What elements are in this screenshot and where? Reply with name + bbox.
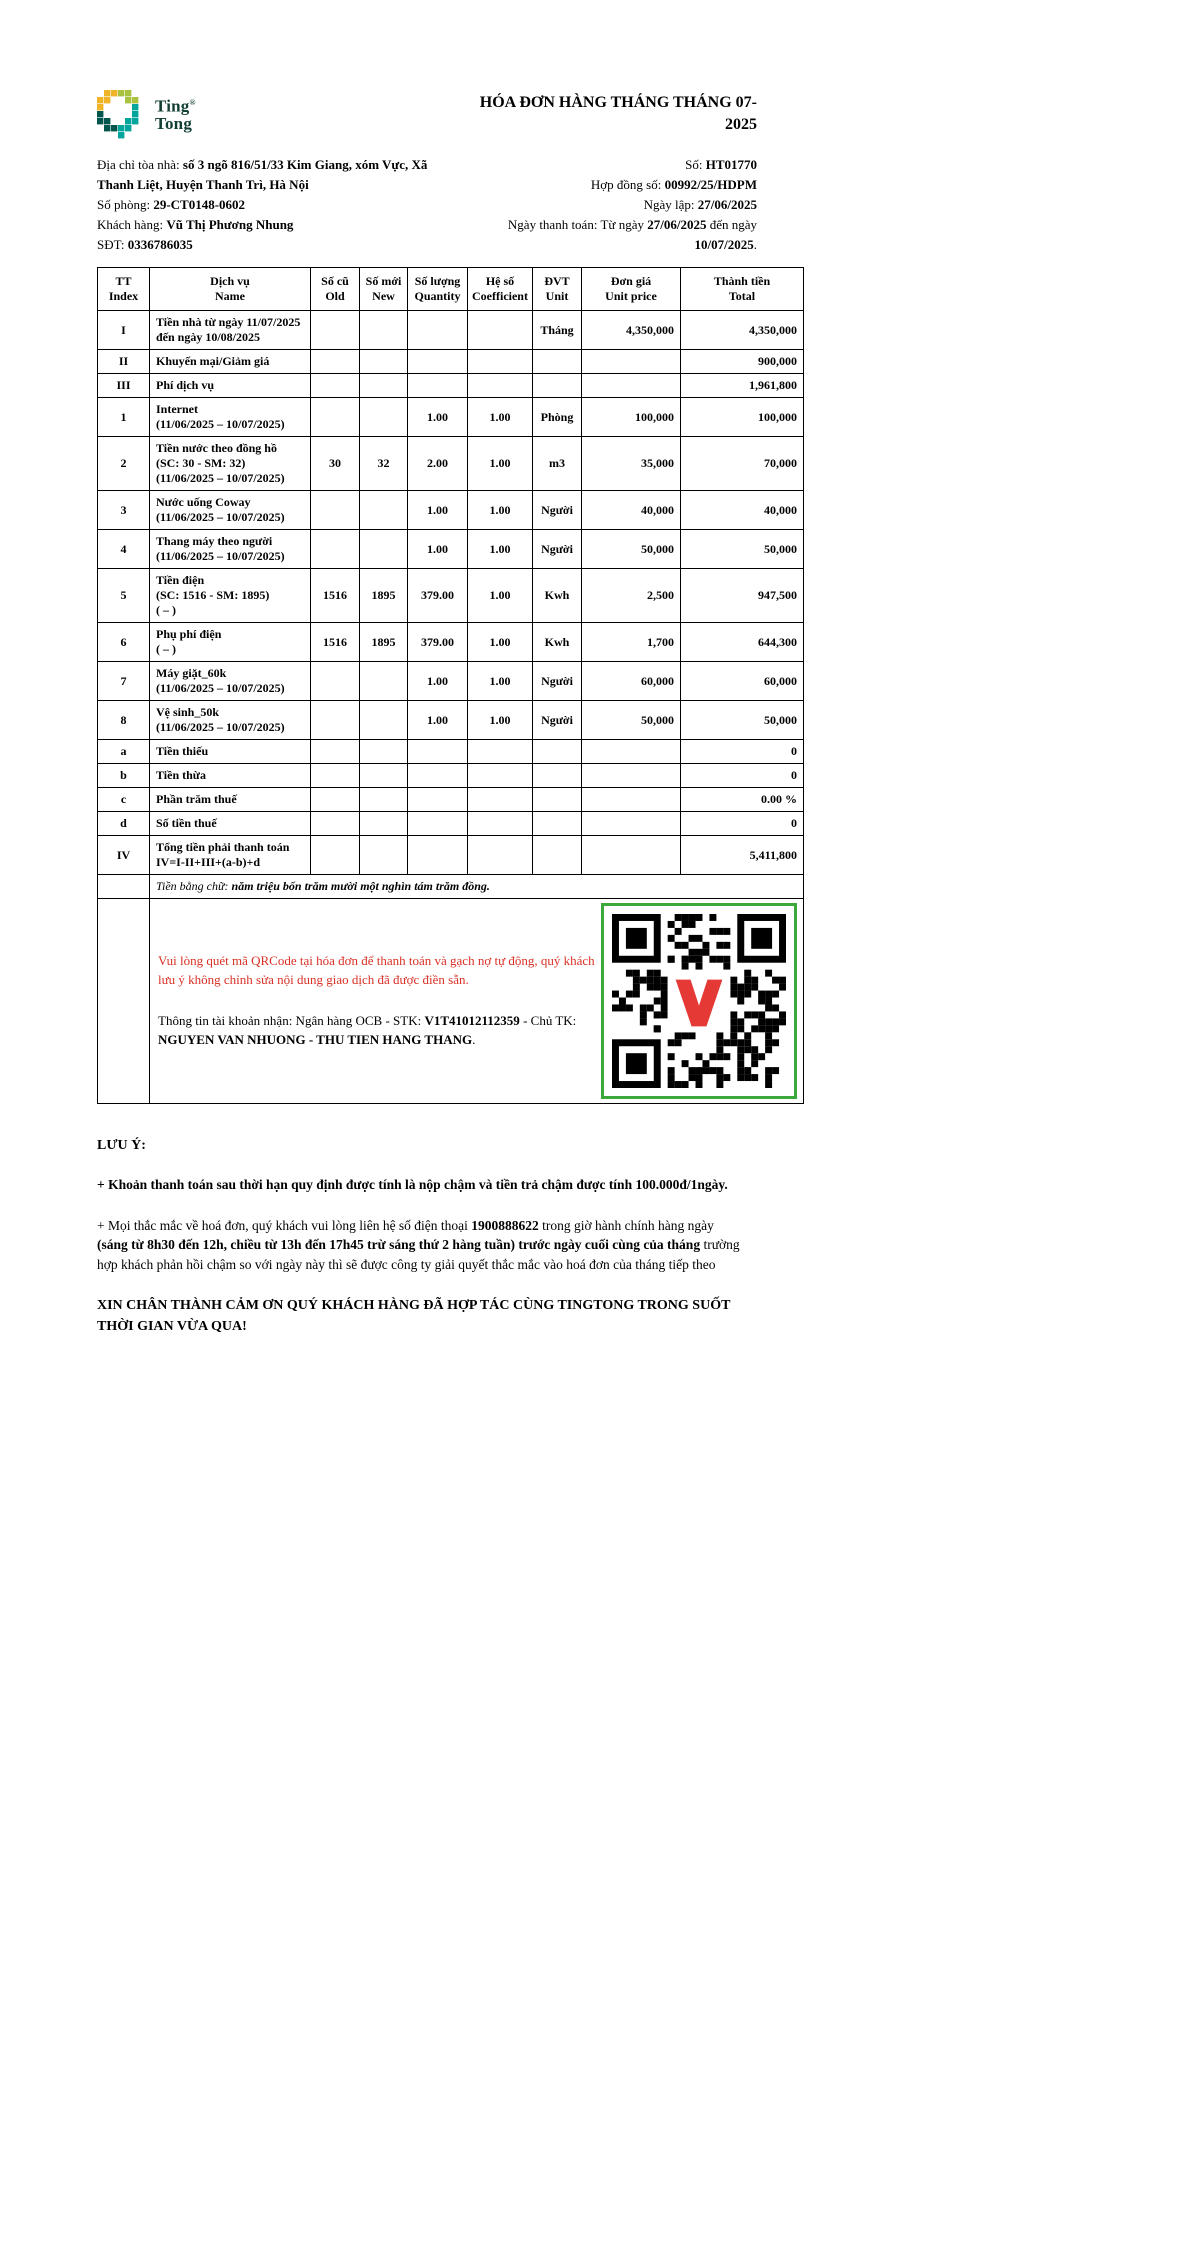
table-row: [98, 311, 804, 350]
payment-period: [457, 215, 757, 255]
table-row: [98, 701, 804, 740]
cell-service-name: Tiền nhà từ ngày 11/07/2025 đến ngày 10/08/2025: [150, 311, 311, 350]
text-segment: trong giờ hành chính hàng ngày: [538, 1217, 714, 1233]
cell-unit-price: [582, 374, 681, 398]
text-segment: - Chủ TK:: [519, 1013, 577, 1028]
invoice-table: [97, 267, 804, 1104]
cell-coefficient: [468, 836, 533, 875]
table-row: [98, 350, 804, 374]
cell-new-reading: 1895: [360, 569, 408, 623]
cell-unit-price: 50,000: [582, 701, 681, 740]
table-row: [98, 623, 804, 662]
table-row: [98, 836, 804, 875]
cell-new-reading: [360, 398, 408, 437]
cell-total: 50,000: [681, 701, 804, 740]
cell-unit-price: [582, 788, 681, 812]
cell-quantity: [408, 812, 468, 836]
column-header: Thành tiền Total: [681, 268, 804, 311]
cell-new-reading: 32: [360, 437, 408, 491]
cell-coefficient: [468, 740, 533, 764]
cell-empty: [98, 875, 150, 899]
cell-old-reading: [311, 788, 360, 812]
cell-coefficient: 1.00: [468, 701, 533, 740]
text-segment: .: [472, 1031, 476, 1047]
cell-index: 3: [98, 491, 150, 530]
cell-unit: Người: [533, 662, 582, 701]
cell-old-reading: [311, 764, 360, 788]
cell-index: 1: [98, 398, 150, 437]
cell-unit: [533, 812, 582, 836]
cell-total: 0: [681, 764, 804, 788]
cell-service-name: Khuyến mại/Giảm giá: [150, 350, 311, 374]
cell-new-reading: [360, 701, 408, 740]
text-segment: số 3 ngõ 816/51/33 Kim Giang, xóm Vực, Xã Thanh Liệt, Huyện Thanh Trì, Hà Nội: [97, 157, 428, 192]
cell-total: 40,000: [681, 491, 804, 530]
header: [97, 90, 803, 141]
table-row: [98, 374, 804, 398]
cell-coefficient: [468, 812, 533, 836]
cell-index: a: [98, 740, 150, 764]
contract-number: [457, 175, 757, 195]
cell-quantity: 1.00: [408, 662, 468, 701]
cell-new-reading: [360, 788, 408, 812]
building-address: [97, 155, 457, 195]
cell-new-reading: [360, 311, 408, 350]
notes-section: [97, 1138, 747, 1337]
text-segment: đến ngày: [706, 217, 757, 232]
cell-old-reading: 1516: [311, 623, 360, 662]
cell-service-name: Phụ phí điện ( – ): [150, 623, 311, 662]
cell-coefficient: 1.00: [468, 569, 533, 623]
table-row: [98, 491, 804, 530]
cell-coefficient: [468, 374, 533, 398]
text-segment: XIN CHÂN THÀNH CẢM ƠN QUÝ KHÁCH HÀNG ĐÃ HỢP TÁC CÙNG TINGTONG TRONG SUỐT THỜI GIAN VỪA QUA!: [97, 1298, 731, 1335]
cell-service-name: Tiền thừa: [150, 764, 311, 788]
cell-index: I: [98, 311, 150, 350]
cell-coefficient: 1.00: [468, 437, 533, 491]
cell-quantity: [408, 836, 468, 875]
cell-unit-price: 60,000: [582, 662, 681, 701]
cell-total: 100,000: [681, 398, 804, 437]
registered-mark: ®: [189, 98, 196, 107]
cell-unit: [533, 740, 582, 764]
cell-total: 947,500: [681, 569, 804, 623]
cell-coefficient: 1.00: [468, 398, 533, 437]
cell-unit: Phòng: [533, 398, 582, 437]
cell-unit: Người: [533, 491, 582, 530]
customer-phone: [97, 235, 457, 255]
cell-unit: Người: [533, 530, 582, 569]
cell-index: 4: [98, 530, 150, 569]
text-segment: 27/06/2025: [647, 217, 707, 232]
text-segment: NGUYEN VAN NHUONG - THU TIEN HANG THANG: [158, 1031, 473, 1047]
cell-quantity: [408, 764, 468, 788]
info-right-column: [457, 155, 803, 255]
cell-quantity: 2.00: [408, 437, 468, 491]
text-segment: + Mọi thắc mắc về hoá đơn, quý khách vui lòng liên hệ số điện thoại: [97, 1217, 472, 1233]
table-row: [98, 662, 804, 701]
note-late-payment: [97, 1175, 747, 1195]
cell-unit-price: [582, 836, 681, 875]
cell-new-reading: [360, 530, 408, 569]
cell-quantity: [408, 374, 468, 398]
cell-unit-price: [582, 812, 681, 836]
cell-unit: Tháng: [533, 311, 582, 350]
column-header: Số cũ Old: [311, 268, 360, 311]
column-header: Dịch vụ Name: [150, 268, 311, 311]
cell-new-reading: [360, 374, 408, 398]
cell-old-reading: [311, 374, 360, 398]
text-segment: Khách hàng:: [97, 217, 167, 232]
column-header: TT Index: [98, 268, 150, 311]
text-segment: SĐT:: [97, 237, 128, 252]
text-segment: (sáng từ 8h30 đến 12h, chiều từ 13h đến 17h45 trừ sáng thứ 2 hàng tuần): [97, 1237, 515, 1253]
table-row: [98, 764, 804, 788]
text-segment: V1T41012112359: [424, 1013, 520, 1028]
brand-name-line2: Tong: [155, 113, 193, 133]
text-segment: Vũ Thị Phương Nhung: [166, 217, 294, 232]
cell-unit-price: 2,500: [582, 569, 681, 623]
cell-coefficient: 1.00: [468, 623, 533, 662]
cell-old-reading: [311, 662, 360, 701]
payment-cell: [150, 899, 804, 1104]
table-row: [98, 812, 804, 836]
text-segment: Thông tin tài khoản nhận: Ngân hàng OCB - STK:: [158, 1013, 425, 1028]
text-segment: .: [753, 237, 757, 252]
cell-coefficient: 1.00: [468, 530, 533, 569]
cell-total: 5,411,800: [681, 836, 804, 875]
cell-unit-price: 40,000: [582, 491, 681, 530]
cell-service-name: Phí dịch vụ: [150, 374, 311, 398]
text-segment: Địa chỉ tòa nhà:: [97, 157, 183, 172]
text-segment: trường hợp khách phản hồi chậm so với ngày này thì sẽ được công ty giải quyết thắc mắc vào hoá đơn của tháng tiếp theo: [97, 1237, 740, 1272]
cell-coefficient: [468, 350, 533, 374]
cell-service-name: Phần trăm thuế: [150, 788, 311, 812]
cell-old-reading: [311, 350, 360, 374]
qr-code-image: [612, 914, 786, 1088]
cell-coefficient: 1.00: [468, 491, 533, 530]
cell-service-name: Máy giặt_60k (11/06/2025 – 10/07/2025): [150, 662, 311, 701]
cell-old-reading: [311, 311, 360, 350]
cell-unit: [533, 788, 582, 812]
cell-coefficient: [468, 311, 533, 350]
table-row: [98, 530, 804, 569]
cell-unit-price: 4,350,000: [582, 311, 681, 350]
cell-total: 0.00 %: [681, 788, 804, 812]
brand-logo: [97, 90, 196, 141]
cell-quantity: 379.00: [408, 569, 468, 623]
invoice-number: [457, 155, 757, 175]
cell-service-name: Tiền điện (SC: 1516 - SM: 1895) ( – ): [150, 569, 311, 623]
cell-new-reading: [360, 812, 408, 836]
text-segment: 1900888622: [471, 1217, 539, 1233]
text-segment: + Khoản thanh toán sau thời hạn quy định được tính là nộp chậm và tiền trả chậm được tính 100.000đ/1ngày.: [97, 1177, 728, 1192]
cell-coefficient: [468, 788, 533, 812]
cell-index: II: [98, 350, 150, 374]
cell-index: b: [98, 764, 150, 788]
cell-quantity: [408, 350, 468, 374]
cell-unit: [533, 764, 582, 788]
cell-unit-price: 35,000: [582, 437, 681, 491]
cell-index: 7: [98, 662, 150, 701]
cell-quantity: 1.00: [408, 398, 468, 437]
cell-total: 50,000: [681, 530, 804, 569]
cell-old-reading: [311, 836, 360, 875]
cell-index: d: [98, 812, 150, 836]
amount-in-words-value: năm triệu bốn trăm mười một nghìn tám trăm đồng.: [231, 879, 490, 893]
notes-title: LƯU Ý:: [97, 1138, 146, 1153]
cell-old-reading: [311, 812, 360, 836]
cell-new-reading: [360, 662, 408, 701]
cell-unit: Người: [533, 701, 582, 740]
cell-total: 1,961,800: [681, 374, 804, 398]
cell-unit: [533, 350, 582, 374]
brand-word-ting: Ting: [155, 96, 190, 116]
info-left-column: [97, 155, 457, 255]
cell-old-reading: [311, 701, 360, 740]
cell-new-reading: 1895: [360, 623, 408, 662]
cell-quantity: 1.00: [408, 530, 468, 569]
cell-total: 0: [681, 812, 804, 836]
cell-service-name: Số tiền thuế: [150, 812, 311, 836]
text-segment: 0336786035: [127, 237, 193, 252]
cell-index: c: [98, 788, 150, 812]
payment-text-block: [156, 952, 596, 1049]
brand-name-line1: [155, 94, 196, 115]
note-contact-support: [97, 1216, 747, 1275]
cell-unit: m3: [533, 437, 582, 491]
text-segment: trước ngày cuối cùng của tháng: [514, 1237, 701, 1253]
cell-total: 60,000: [681, 662, 804, 701]
note-thank-you: [97, 1295, 747, 1337]
text-segment: Ngày lập:: [643, 197, 698, 212]
text-segment: 27/06/2025: [697, 197, 757, 212]
cell-service-name: Internet (11/06/2025 – 10/07/2025): [150, 398, 311, 437]
cell-coefficient: [468, 764, 533, 788]
amount-in-words-row: [98, 875, 804, 899]
column-header: Số lượng Quantity: [408, 268, 468, 311]
invoice-content: [97, 0, 803, 1337]
cell-total: 4,350,000: [681, 311, 804, 350]
cell-index: III: [98, 374, 150, 398]
cell-old-reading: 1516: [311, 569, 360, 623]
cell-unit: Kwh: [533, 623, 582, 662]
column-header: ĐVT Unit: [533, 268, 582, 311]
cell-unit-price: 50,000: [582, 530, 681, 569]
brand-name: [155, 94, 196, 132]
cell-old-reading: [311, 398, 360, 437]
cell-unit-price: [582, 740, 681, 764]
cell-service-name: Thang máy theo người (11/06/2025 – 10/07/2025): [150, 530, 311, 569]
cell-unit: Kwh: [533, 569, 582, 623]
cell-unit-price: 1,700: [582, 623, 681, 662]
cell-new-reading: [360, 350, 408, 374]
table-header-row: [98, 268, 804, 311]
table-row: [98, 788, 804, 812]
column-header: Hệ số Coefficient: [468, 268, 533, 311]
table-row: [98, 740, 804, 764]
cell-old-reading: 30: [311, 437, 360, 491]
payment-row: [98, 899, 804, 1104]
cell-index: 5: [98, 569, 150, 623]
cell-service-name: Vệ sinh_50k (11/06/2025 – 10/07/2025): [150, 701, 311, 740]
cell-service-name: Tiền nước theo đồng hồ (SC: 30 - SM: 32) (11/06/2025 – 10/07/2025): [150, 437, 311, 491]
cell-total: 0: [681, 740, 804, 764]
invoice-info: [97, 155, 803, 255]
table-row: [98, 569, 804, 623]
cell-new-reading: [360, 836, 408, 875]
invoice-table-body: [98, 311, 804, 875]
cell-total: 644,300: [681, 623, 804, 662]
cell-quantity: [408, 311, 468, 350]
qr-instruction-note: Vui lòng quét mã QRCode tại hóa đơn để thanh toán và gạch nợ tự động, quý khách lưu ý không chỉnh sửa nội dung giao dịch đã được điền sẵn.: [158, 953, 595, 988]
tingtong-logo-icon: [97, 90, 146, 141]
cell-empty: [98, 899, 150, 1104]
text-segment: HT01770: [705, 157, 757, 172]
cell-unit-price: [582, 764, 681, 788]
text-segment: Số phòng:: [97, 197, 154, 212]
cell-unit-price: 100,000: [582, 398, 681, 437]
cell-quantity: 1.00: [408, 491, 468, 530]
text-segment: Ngày thanh toán: Từ ngày: [507, 217, 648, 232]
payment-layout: [156, 903, 797, 1099]
account-info: [158, 1012, 596, 1050]
cell-new-reading: [360, 491, 408, 530]
invoice-title: HÓA ĐƠN HÀNG THÁNG THÁNG 07-2025: [479, 94, 757, 133]
column-header: Đơn giá Unit price: [582, 268, 681, 311]
cell-total: 70,000: [681, 437, 804, 491]
qr-code: [601, 903, 797, 1099]
amount-in-words-label: Tiền bằng chữ:: [156, 879, 232, 893]
cell-quantity: [408, 740, 468, 764]
cell-unit: [533, 374, 582, 398]
table-row: [98, 437, 804, 491]
cell-quantity: 1.00: [408, 701, 468, 740]
amount-in-words-cell: [150, 875, 804, 899]
column-header: Số mới New: [360, 268, 408, 311]
cell-total: 900,000: [681, 350, 804, 374]
cell-quantity: 379.00: [408, 623, 468, 662]
text-segment: Hợp đồng số:: [590, 177, 665, 192]
cell-service-name: Nước uống Coway (11/06/2025 – 10/07/2025): [150, 491, 311, 530]
cell-index: 8: [98, 701, 150, 740]
cell-new-reading: [360, 740, 408, 764]
cell-unit: [533, 836, 582, 875]
cell-coefficient: 1.00: [468, 662, 533, 701]
cell-old-reading: [311, 530, 360, 569]
text-segment: Số:: [685, 157, 706, 172]
cell-new-reading: [360, 764, 408, 788]
cell-service-name: Tổng tiền phải thanh toán IV=I-II+III+(a-b)+d: [150, 836, 311, 875]
cell-quantity: [408, 788, 468, 812]
cell-index: 6: [98, 623, 150, 662]
cell-index: IV: [98, 836, 150, 875]
cell-index: 2: [98, 437, 150, 491]
cell-service-name: Tiền thiếu: [150, 740, 311, 764]
table-row: [98, 398, 804, 437]
customer-name: [97, 215, 457, 235]
text-segment: 00992/25/HDPM: [664, 177, 757, 192]
cell-old-reading: [311, 491, 360, 530]
cell-old-reading: [311, 740, 360, 764]
issue-date: [457, 195, 757, 215]
text-segment: 10/07/2025: [694, 237, 754, 252]
room-number: [97, 195, 457, 215]
cell-unit-price: [582, 350, 681, 374]
text-segment: 29-CT0148-0602: [153, 197, 246, 212]
